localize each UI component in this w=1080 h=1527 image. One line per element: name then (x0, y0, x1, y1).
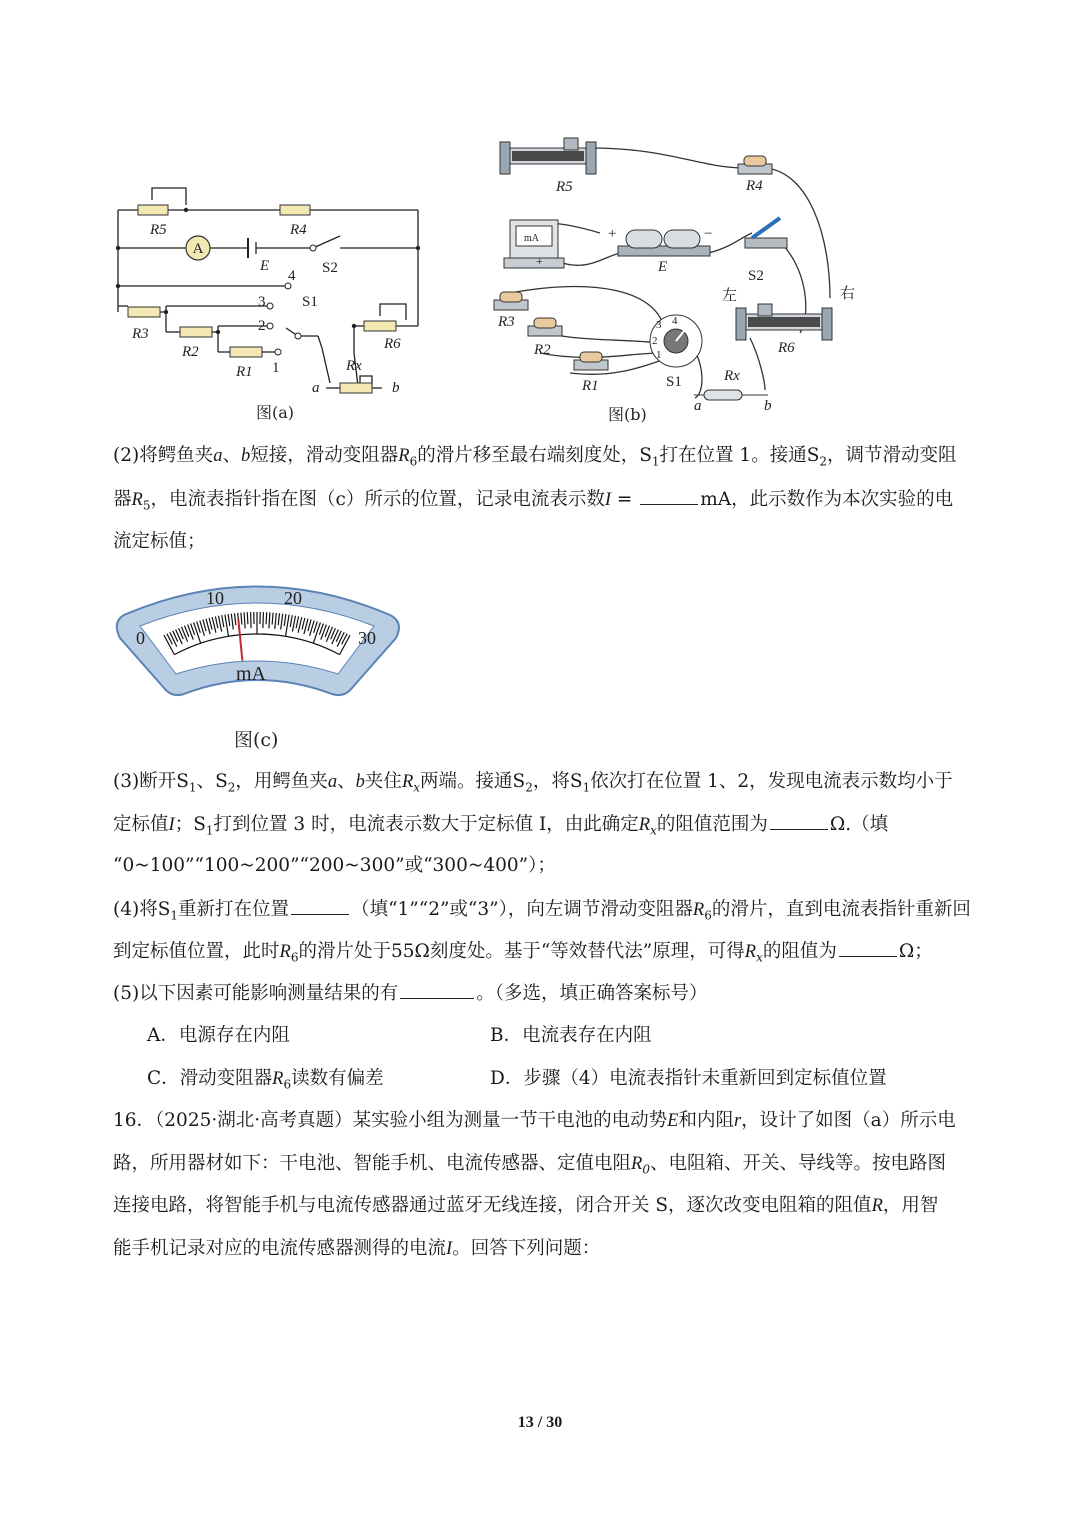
fig-a-label-rx: Rx (346, 358, 362, 374)
q4-resistance-blank[interactable] (839, 938, 897, 957)
q16-line-4: 能手机记录对应的电流传感器测得的电流I。回答下列问题： (113, 1238, 601, 1259)
fig-a-label-b: b (392, 380, 400, 396)
fig-a-ammeter-label: A (192, 241, 204, 257)
q16-line-3: 连接电路，将智能手机与电流传感器通过蓝牙无线连接，闭合开关 S，逐次改变电阻箱的阻值R，用智 (113, 1195, 939, 1216)
fig-b-label-r3: R3 (498, 314, 515, 330)
fig-a-label-e: E (260, 258, 270, 274)
q5-option-d[interactable]: D．步骤（4）电流表指针未重新回到定标值位置 (490, 1068, 887, 1089)
q3-line-1: (3)断开$S_1$、$S_2$，用鳄鱼夹a、b夹住$R_x$两端。接通$S_2$，将$S_1$依次打在位置 1、2，发现电流表示数均小于 (113, 771, 953, 795)
fig-b-milliammeter-icon (504, 220, 564, 268)
fig-b-pos-3: 3 (656, 319, 662, 331)
dial-tick-mark (251, 612, 252, 628)
q3-answer-blank[interactable] (770, 811, 828, 830)
fig-a-pos-3: 3 (258, 294, 266, 310)
fig-b-rx-resistor (694, 390, 768, 400)
figure-a-svg (108, 178, 428, 428)
q3-line-2: 定标值I；$S_1$打到位置 3 时，电流表示数大于定标值 I，由此确定$R_x$的阻值范围为 Ω.（填 (113, 811, 888, 844)
fig-b-label-s1: S1 (666, 374, 682, 390)
figure-b-svg (490, 128, 870, 428)
q5-option-a[interactable]: A．电源存在内阻 (147, 1025, 290, 1046)
fig-b-label-rx: Rx (724, 368, 740, 384)
q5-option-b[interactable]: B．电流表存在内阻 (490, 1025, 652, 1046)
fig-b-label-r6: R6 (778, 340, 795, 356)
dial-unit-label: mA (236, 663, 266, 685)
q3-line-3: “0~100”“100~200”“200~300”或“300~400”）； (113, 855, 556, 876)
fig-b-label-a: a (694, 398, 702, 414)
fig-b-label-e: E (658, 259, 668, 275)
figure-c-svg (112, 570, 407, 755)
fig-b-caption: 图(b) (608, 405, 647, 424)
fig-a-r2-body (180, 327, 212, 337)
fig-b-label-left: 左 (722, 288, 738, 304)
fig-a-r6-body (364, 321, 396, 331)
dial-tick-label-30: 30 (358, 628, 376, 648)
fig-a-label-r1: R1 (236, 364, 253, 380)
fig-a-caption: 图(a) (256, 403, 295, 422)
fig-b-pos-2: 2 (652, 335, 658, 347)
q5-answer-blank[interactable] (400, 980, 474, 999)
q16-line-2: 路，所用器材如下：干电池、智能手机、电流传感器、定值电阻$R_0$、电阻箱、开关、导线等。按电路图 (113, 1153, 946, 1177)
fig-b-label-b: b (764, 398, 772, 414)
q5-stem: (5)以下因素可能影响测量结果的有 。（多选，填正确答案标号） (113, 980, 707, 1007)
dial-tick-mark (266, 612, 267, 624)
figure-a-circuit-diagram (108, 178, 428, 428)
fig-a-pos-1: 1 (272, 360, 280, 376)
fig-a-label-r4: R4 (290, 222, 307, 238)
fig-a-rx-body (340, 383, 372, 393)
fig-b-plus-battery: + (608, 226, 617, 242)
fig-b-pos-1: 1 (656, 349, 662, 361)
fig-b-r3-resistor (494, 292, 528, 310)
q2-answer-blank[interactable] (640, 486, 698, 505)
dial-tick-label-20: 20 (284, 588, 302, 608)
q4-position-blank[interactable] (291, 896, 349, 915)
fig-a-label-r6: R6 (384, 336, 401, 352)
fig-a-r3-body (128, 307, 160, 317)
fig-b-r1-resistor (574, 352, 608, 370)
fig-b-r2-resistor (528, 318, 562, 336)
fig-c-caption: 图(c) (234, 729, 279, 751)
fig-b-battery-icon (618, 230, 710, 256)
fig-a-label-s1: S1 (302, 294, 318, 310)
figure-b-physical-circuit (490, 128, 870, 428)
q16-line-1: 16．（2025·湖北·高考真题）某实验小组为测量一节干电池的电动势E和内阻r，设计了如图（a）所示电 (113, 1110, 956, 1131)
page-number: 13 / 30 (517, 1414, 563, 1431)
fig-b-r6-rheostat (736, 304, 832, 340)
fig-a-r5-body (138, 205, 168, 215)
fig-b-label-s2: S2 (748, 268, 764, 284)
fig-b-label-r5: R5 (556, 179, 573, 195)
fig-a-pos-2: 2 (258, 318, 266, 334)
q2-line-3: 流定标值； (113, 531, 206, 552)
dial-tick-label-0: 0 (136, 628, 145, 648)
dial-tick-mark (247, 612, 248, 624)
dial-tick-label-10: 10 (206, 588, 224, 608)
q4-line-1: (4)将$S_1$重新打在位置 （填“1”“2”或“3”），向左调节滑动变阻器$R_6$的滑片，直到电流表指针重新回 (113, 896, 971, 929)
figure-c-ammeter-dial (112, 570, 407, 755)
fig-b-label-right: 右 (840, 286, 856, 302)
q2-line-1: (2)将鳄鱼夹a、b短接，滑动变阻器$R_6$的滑片移至最右端刻度处，$S_1$打在位置 1。接通$S_2$，调节滑动变阻 (113, 445, 957, 469)
fig-a-r1-body (230, 347, 262, 357)
fig-b-pos-4: 4 (672, 315, 678, 327)
fig-b-label-r4: R4 (746, 178, 763, 194)
q4-line-2: 到定标值位置，此时$R_6$的滑片处于55Ω刻度处。基于“等效替代法”原理，可得$R_x$的阻值为 Ω； (113, 938, 933, 971)
fig-b-ma-label: mA (524, 233, 539, 244)
q2-line-2: 器$R_5$，电流表指针指在图（c）所示的位置，记录电流表示数I = mA，此示数作为本次实验的电 (113, 486, 953, 519)
fig-a-label-r2: R2 (182, 344, 199, 360)
fig-b-r5-rheostat (500, 138, 596, 174)
fig-a-r4-body (280, 205, 310, 215)
fig-b-label-r1: R1 (582, 378, 599, 394)
q5-option-c[interactable]: C．滑动变阻器$R_6$读数有偏差 (147, 1068, 384, 1092)
fig-b-label-r2: R2 (534, 342, 551, 358)
fig-b-minus-battery: − (704, 226, 713, 242)
fig-b-plus-meter: + (536, 254, 543, 268)
fig-a-pos-4: 4 (288, 268, 296, 284)
fig-a-label-s2: S2 (322, 260, 338, 276)
fig-b-r4-resistor (738, 156, 772, 174)
fig-a-label-a: a (312, 380, 320, 396)
fig-a-label-r3: R3 (132, 326, 149, 342)
fig-a-label-r5: R5 (150, 222, 167, 238)
dial-tick-mark (263, 612, 264, 628)
